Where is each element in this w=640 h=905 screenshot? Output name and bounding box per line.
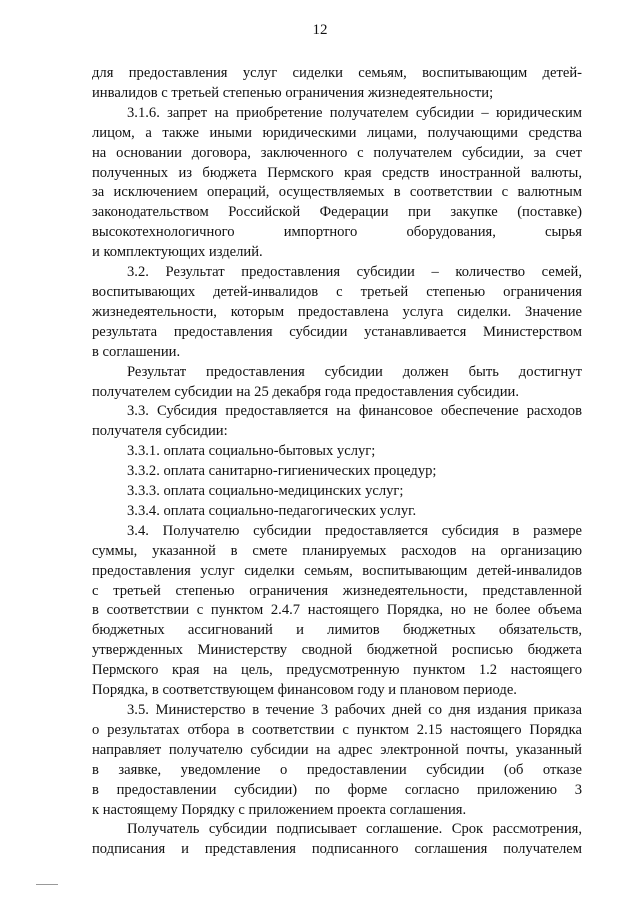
- paragraph: [92, 442, 582, 462]
- text-line: 3.3.4. оплата социально-педагогических услуг.: [127, 502, 417, 519]
- paragraph: [92, 502, 582, 522]
- paragraph: [92, 701, 582, 820]
- paragraph: [92, 462, 582, 482]
- text-line: с третьей степенью ограничения жизнедеятельности, представленной: [92, 582, 582, 599]
- text-line: полученных из бюджета Пермского края средств иностранной валюты,: [92, 164, 582, 181]
- paragraph: [92, 263, 582, 363]
- text-line: в соответствии с пунктом 2.4.7 настоящего Порядка, но не более объема: [92, 602, 582, 619]
- text-line: лицом, а также иными юридическими лицами, получающими средства: [92, 124, 582, 141]
- text-line: предоставления услуг сиделки семьям, воспитывающим детей-инвалидов: [92, 562, 582, 579]
- text-line: законодательством Российской Федерации при закупке (поставке): [92, 204, 582, 221]
- text-line: 3.3.2. оплата санитарно-гигиенических процедур;: [127, 463, 437, 480]
- paragraph: [92, 820, 582, 860]
- page-number: 12: [312, 22, 328, 38]
- text-line: и комплектующих изделий.: [92, 244, 263, 261]
- text-line: бюджетных ассигнований и лимитов бюджетных обязательств,: [92, 622, 582, 639]
- text-line: суммы, указанной в смете планируемых расходов на организацию: [92, 542, 582, 559]
- text-line: воспитывающих детей-инвалидов с третьей степенью ограничения: [92, 283, 582, 300]
- text-line: Пермского края на цель, предусмотренную пунктом 1.2 настоящего: [92, 662, 582, 679]
- text-line: в соглашении.: [92, 343, 181, 360]
- text-line: 3.2. Результат предоставления субсидии – количество семей,: [127, 264, 582, 281]
- text-line: получателем субсидии на 25 декабря года предоставления субсидии.: [92, 383, 520, 400]
- text-line: 3.4. Получателю субсидии предоставляется субсидия в размере: [127, 522, 582, 539]
- text-line: в предоставлении субсидии) по форме согласно приложению 3: [92, 781, 582, 798]
- text-line: жизнедеятельности, которым предоставлена услуга сиделки. Значение: [92, 303, 582, 320]
- text-line: подписания и представления подписанного соглашения получателем: [92, 841, 582, 858]
- text-line: утвержденных Министерству сводной бюджетной росписью бюджета: [92, 642, 582, 659]
- paragraph: [92, 402, 582, 442]
- text-line: Результат предоставления субсидии должен быть достигнут: [127, 363, 582, 380]
- text-line: к настоящему Порядку с приложением проекта соглашения.: [92, 801, 467, 818]
- document-body: [92, 64, 582, 860]
- text-line: инвалидов с третьей степенью ограничения жизнедеятельности;: [92, 84, 494, 101]
- text-line: о результатах отбора в соответствии с пунктом 2.15 настоящего Порядка: [92, 721, 582, 738]
- paragraph: [92, 64, 582, 104]
- text-line: 3.1.6. запрет на приобретение получателем субсидии – юридическим: [127, 104, 582, 121]
- paragraph: [92, 104, 582, 263]
- paragraph: [92, 482, 582, 502]
- text-line: высокотехнологичного импортного оборудования, сырья: [92, 224, 582, 241]
- text-line: Получатель субсидии подписывает соглашение. Срок рассмотрения,: [127, 821, 582, 838]
- text-line: 3.3. Субсидия предоставляется на финансовое обеспечение расходов: [127, 403, 582, 420]
- paragraph: [92, 363, 582, 403]
- text-line: направляет получателю субсидии на адрес электронной почты, указанный: [92, 741, 582, 758]
- scan-edge-mark: [36, 884, 58, 885]
- text-line: 3.3.1. оплата социально-бытовых услуг;: [127, 443, 376, 460]
- text-line: на основании договора, заключенного с получателем субсидии, за счет: [92, 144, 582, 161]
- text-line: для предоставления услуг сиделки семьям, воспитывающим детей-: [92, 65, 582, 81]
- text-line: за исключением операций, осуществляемых в соответствии с валютным: [92, 184, 582, 201]
- text-line: в заявке, уведомление о предоставлении субсидии (об отказе: [92, 761, 582, 778]
- text-line: результата предоставления субсидии устанавливается Министерством: [92, 323, 582, 340]
- text-line: 3.5. Министерство в течение 3 рабочих дней со дня издания приказа: [127, 702, 582, 718]
- text-line: Порядка, в соответствующем финансовом году и плановом периоде.: [92, 682, 517, 699]
- text-line: получателя субсидии:: [92, 423, 228, 440]
- paragraph: [92, 522, 582, 701]
- text-line: 3.3.3. оплата социально-медицинских услуг;: [127, 483, 404, 500]
